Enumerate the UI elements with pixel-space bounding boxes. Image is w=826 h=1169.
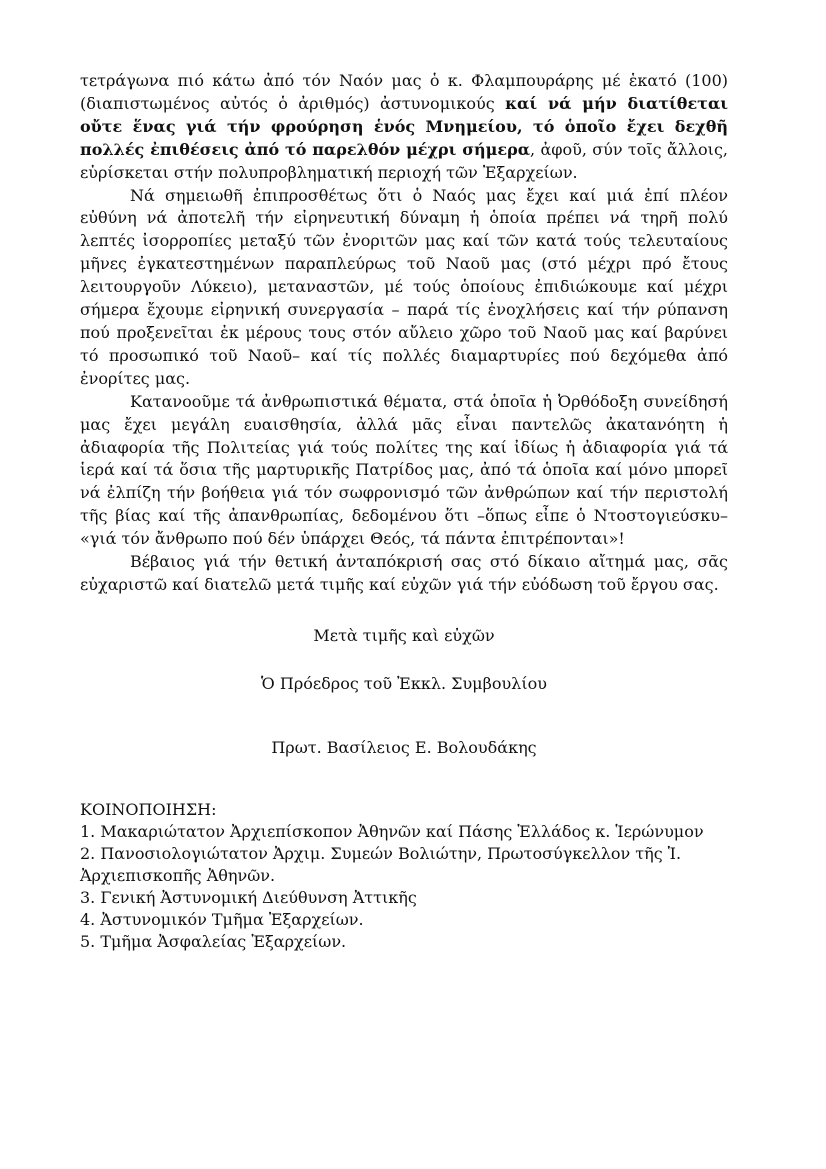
distribution-item: 3. Γενική Ἀστυνομική Διεύθυνση Ἀττικῆς bbox=[80, 887, 417, 907]
distribution-item: 1. Μακαριώτατον Ἀρχιεπίσκοπον Ἀθηνῶν καί Πάσης Ἑλλάδος κ. Ἱερώνυμον bbox=[80, 821, 704, 841]
paragraph-2-text: Νά σημειωθῆ ἐπιπροσθέτως ὅτι ὁ Ναός μας ἔχει καί μιά ἐπί πλέον εὐθύνη νά ἀποτελῆ τήν εἰρηνευτική δύναμη ἡ ὁποία πρέπει νά τηρῆ πολύ λεπτές ἰσορροπίες μεταξύ τῶν ἐνοριτῶν μας καί τῶν κατά τούς τελευταίους μῆνες ἐγκατεστημένων παραπλεύρως τοῦ Ναοῦ μας (στό μέχρι πρό ἔτους λειτουργοῦν Λύκειο), μεταναστῶν, μέ τούς ὁποίους ἐπιδιώκουμε καί μέχρι σήμερα ἔχουμε εἰρηνική συνεργασία – παρά τίς ἐνοχλήσεις καί τήν ρύπανση πού προξενεῖται ἐκ μέρους τους στόν αὔλειο χῶρο τοῦ Ναοῦ μας καί βαρύνει τό προσωπικό τοῦ Ναοῦ– καί τίς πολλές διαμαρτυρίες πού δεχόμεθα ἀπό ἐνορίτες μας. bbox=[80, 185, 728, 388]
signatory-name: Πρωτ. Βασίλειος Ε. Βολουδάκης bbox=[271, 737, 537, 757]
paragraph-1-text: τετράγωνα πιό κάτω ἀπό τόν Ναόν μας ὁ κ. Φλαμπουράρης μέ ἑκατό (100) (διαπιστωμένος αὐτός ὁ ἀριθμός) ἀστυνομικούς bbox=[80, 71, 728, 113]
paragraph-1-text-end: , ἀφοῦ, σύν τοῖς ἄλλοις, εὑρίσκεται στήν πολυπροβληματική περιοχή τῶν Ἐξαρχείων. bbox=[80, 139, 728, 182]
paragraph-1-emphasis: καί νά μήν διατίθεται οὔτε ἕνας γιά τήν φρούρηση ἑνός Μνημείου, τό ὁποῖο ἔχει δεχθῆ πολλές ἐπιθέσεις ἀπό τό παρελθόν μέχρι σήμερα bbox=[80, 93, 728, 159]
distribution-title: ΚΟΙΝΟΠΟΙΗΣΗ: bbox=[80, 799, 217, 819]
signatory-role: Ὁ Πρόεδρος τοῦ Ἐκκλ. Συμβουλίου bbox=[261, 673, 547, 693]
distribution-item: 5. Τμῆμα Ἀσφαλείας Ἐξαρχείων. bbox=[80, 931, 347, 951]
body-paragraph-2 bbox=[80, 185, 728, 391]
paragraph-4-text: Βέβαιος γιά τήν θετική ἀνταπόκρισή σας στό δίκαιο αἴτημά μας, σᾶς εὐχαριστῶ καί διατελῶ μετά τιμῆς καί εὐχῶν γιά τήν εὐόδωση τοῦ ἔργου σας. bbox=[80, 552, 728, 594]
closing-salutation: Μετὰ τιμῆς καὶ εὐχῶν bbox=[313, 625, 495, 645]
paragraph-3-text: Κατανοοῦμε τά ἀνθρωπιστικά θέματα, στά ὁποῖα ἡ Ὀρθόδοξη συνείδησή μας ἔχει μεγάλη ευαισθησία, ἀλλά μᾶς εἶναι παντελῶς ἀκατανόητη ἡ ἀδιαφορία τῆς Πολιτείας γιά τούς πολίτες της καί ἰδίως ἡ ἀδιαφορία γιά τά ἱερά καί τά ὅσια τῆς μαρτυρικῆς Πατρίδος μας, ἀπό τά ὁποῖα καί μόνο μπορεῖ νά ἐλπίζη τήν βοήθεια γιά τόν σωφρονισμό τῶν ἀνθρώπων καί τήν περιστολή τῆς βίας καί τῆς ἀπανθρωπίας, δεδομένου ὅτι –ὅπως εἶπε ὁ Ντοστογιεύσκυ– «γιά τόν ἄνθρωπο πού δέν ὑπάρχει Θεός, τά πάντα ἐπιτρέπονται»! bbox=[80, 391, 728, 549]
distribution-list bbox=[80, 821, 728, 953]
body-paragraph-4 bbox=[80, 551, 728, 597]
distribution-item: 2. Πανοσιολογιώτατον Ἀρχιμ. Συμεών Βολιώτην, Πρωτοσύγκελλον τῆς Ἱ. Ἀρχιεπισκοπῆς Ἀθηνῶν. bbox=[80, 843, 682, 885]
body-paragraph-3 bbox=[80, 391, 728, 551]
body-paragraph-1 bbox=[80, 70, 728, 185]
letter-page bbox=[80, 70, 728, 953]
distribution-item: 4. Ἀστυνομικόν Τμῆμα Ἐξαρχείων. bbox=[80, 909, 364, 929]
